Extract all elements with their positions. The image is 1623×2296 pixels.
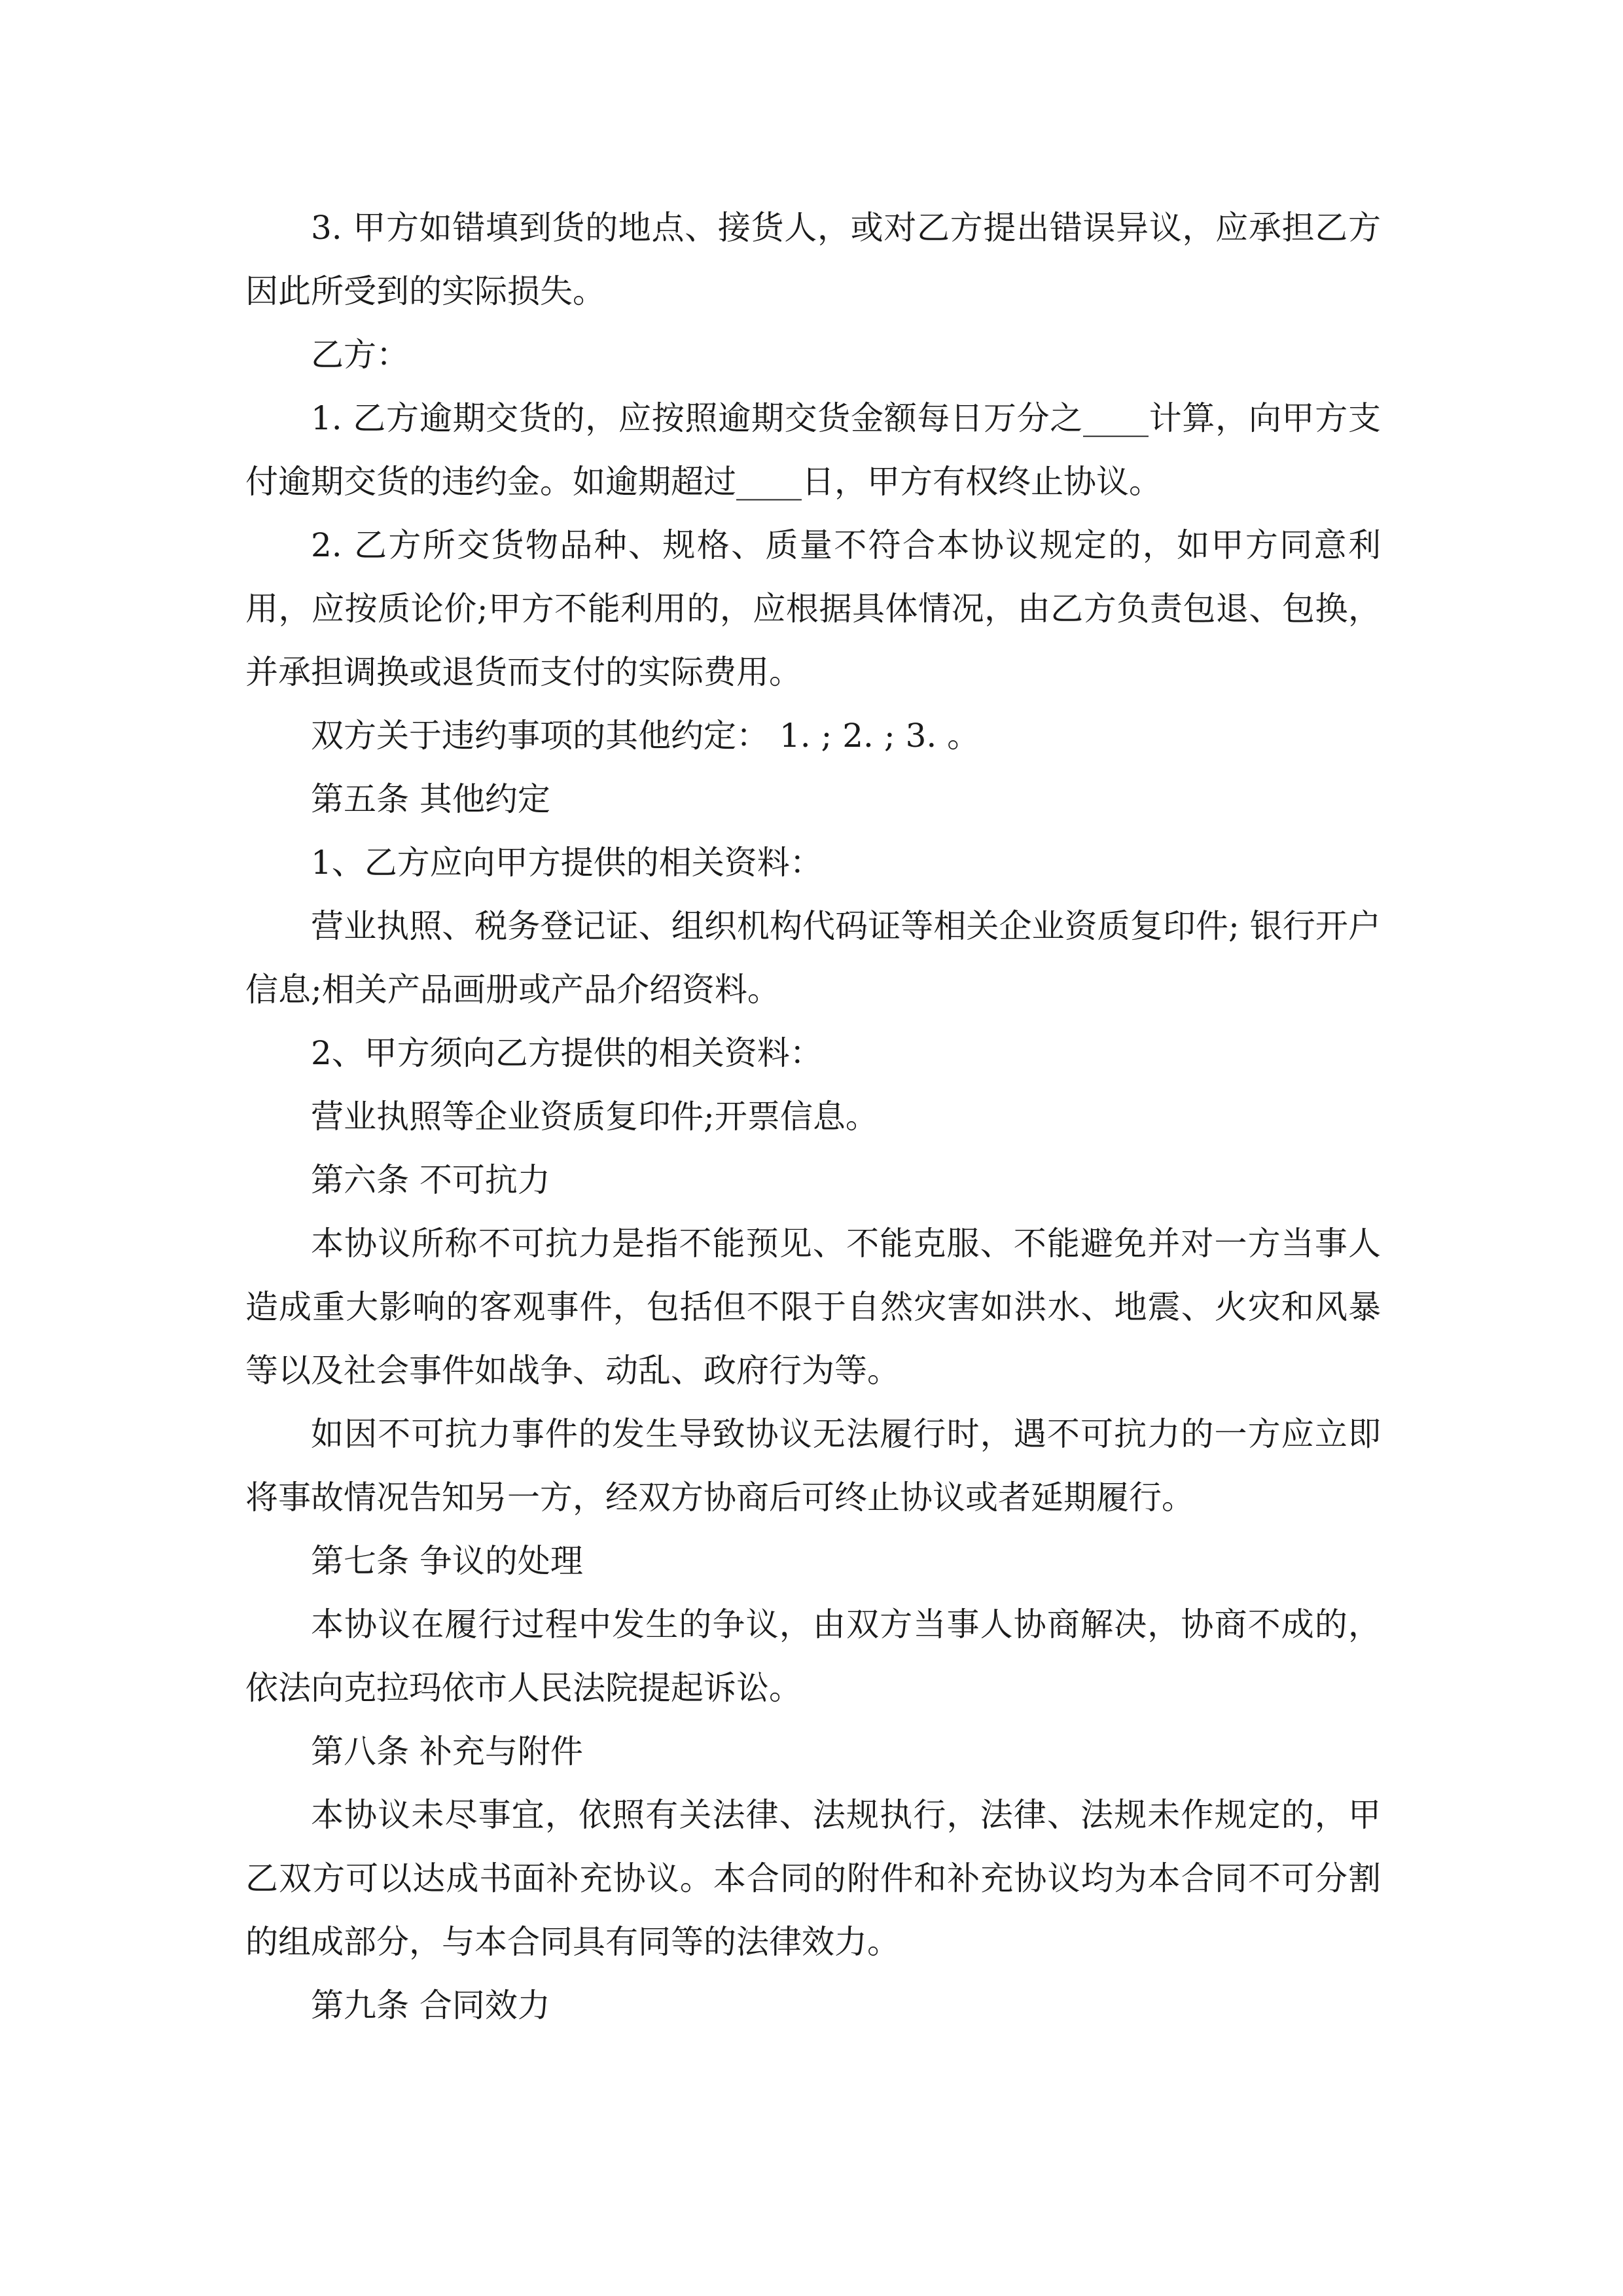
document-body	[245, 196, 1381, 2037]
dispute-resolution-text: 本协议在履行过程中发生的争议，由双方当事人协商解决，协商不成的，依法向克拉玛依市人民法院提起诉讼。	[245, 1605, 1381, 1707]
force-majeure-definition: 本协议所称不可抗力是指不能预见、不能克服、不能避免并对一方当事人造成重大影响的客观事件，包括但不限于自然灾害如洪水、地震、火灾和风暴等以及社会事件如战争、动乱、政府行为等。	[245, 1225, 1381, 1390]
clause-2-nonconforming-goods: 2. 乙方所交货物品种、规格、质量不符合本协议规定的，如甲方同意利用，应按质论价;甲方不能利用的，应根据具体情况，由乙方负责包退、包换，并承担调换或退货而支付的实际费用。	[245, 526, 1381, 691]
article-6-heading: 第六条 不可抗力	[311, 1161, 550, 1199]
supplement-text: 本协议未尽事宜，依照有关法律、法规执行，法律、法规未作规定的，甲乙双方可以达成书面补充协议。本合同的附件和补充协议均为本合同不可分割的组成部分，与本合同具有同等的法律效力。	[245, 1796, 1381, 1961]
party-b-materials-list: 营业执照、税务登记证、组织机构代码证等相关企业资质复印件; 银行开户信息;相关产品画册或产品介绍资料。	[245, 907, 1381, 1009]
article-5-heading: 第五条 其他约定	[311, 780, 550, 818]
party-b-materials-heading: 1、乙方应向甲方提供的相关资料：	[311, 844, 823, 882]
force-majeure-procedure: 如因不可抗力事件的发生导致协议无法履行时，遇不可抗力的一方应立即将事故情况告知另一方，经双方协商后可终止协议或者延期履行。	[245, 1415, 1381, 1516]
party-a-materials-heading: 2、甲方须向乙方提供的相关资料：	[311, 1034, 823, 1072]
clause-3-party-a-wrong-info: 3. 甲方如错填到货的地点、接货人，或对乙方提出错误异议，应承担乙方因此所受到的实际损失。	[245, 209, 1381, 310]
article-7-heading: 第七条 争议的处理	[311, 1542, 583, 1580]
party-b-heading: 乙方：	[311, 336, 409, 374]
article-8-heading: 第八条 补充与附件	[311, 1732, 583, 1770]
party-a-materials-list: 营业执照等企业资质复印件;开票信息。	[311, 1098, 878, 1136]
article-9-heading: 第九条 合同效力	[311, 1986, 550, 2024]
clause-1-late-delivery: 1. 乙方逾期交货的，应按照逾期交货金额每日万分之____计算，向甲方支付逾期交货的违约金。如逾期超过____日，甲方有权终止协议。	[245, 399, 1381, 501]
other-breach-agreements: 双方关于违约事项的其他约定： 1. ; 2. ; 3. 。	[311, 717, 980, 755]
